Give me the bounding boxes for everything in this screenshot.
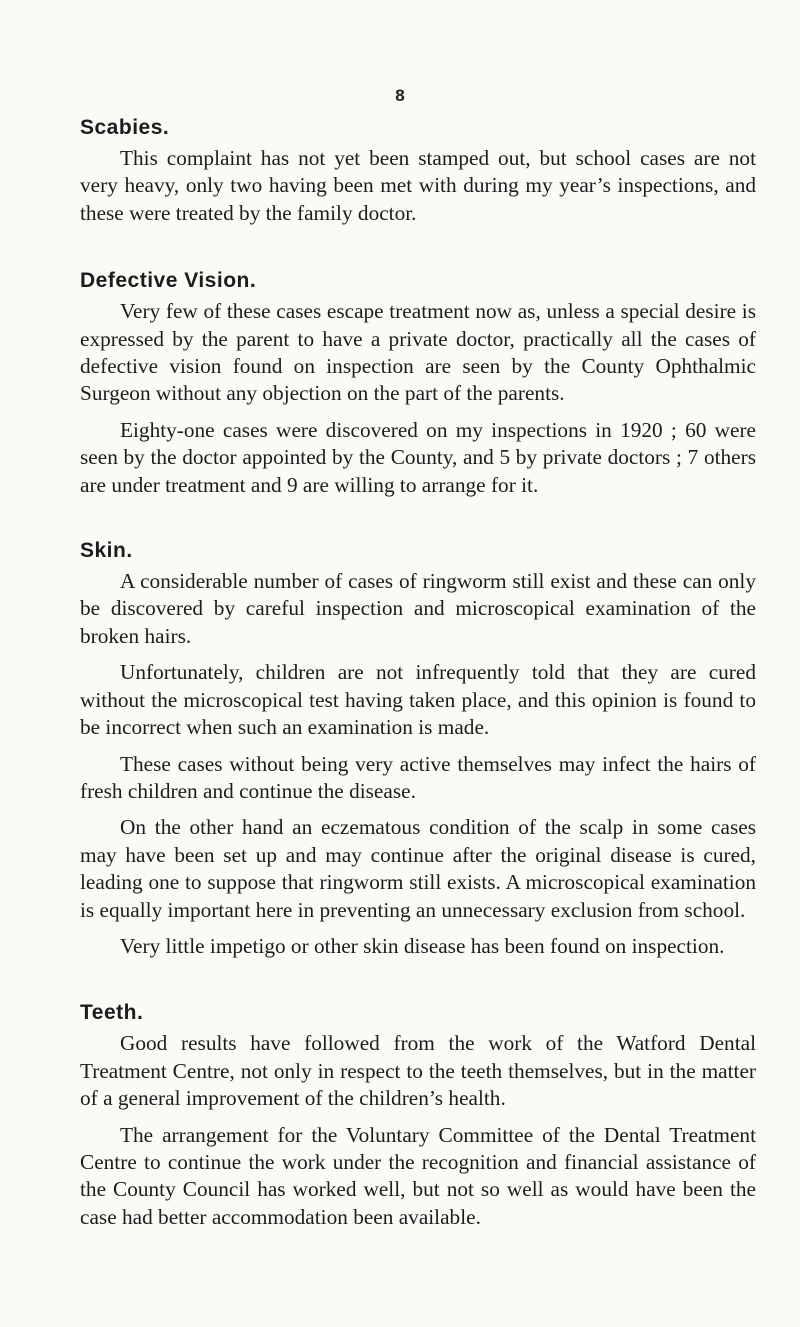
section-heading: Scabies. — [80, 116, 170, 139]
paragraph: Very little impetigo or other skin disease has been found on inspection. — [120, 933, 725, 958]
section-skin — [80, 537, 756, 960]
paragraph: Eighty-one cases were discovered on my inspections in 1920 ; 60 were seen by the doctor appointed by the County, and 5 by private doctors ; 7 others are under treatment and 9 are willing to arrange for it. — [80, 417, 756, 497]
paragraph: This complaint has not yet been stamped out, but school cases are not very heavy, only two having been met with during my year’s inspections, and these were treated by the family doctor. — [80, 146, 756, 225]
document-body — [80, 114, 756, 1240]
paragraph: Good results have followed from the work of the Watford Dental Treatment Centre, not only in respect to the teeth themselves, but in the matter of a general improvement of the children’s health. — [80, 1031, 756, 1111]
page-number: 8 — [395, 86, 405, 105]
paragraph: Unfortunately, children are not infrequently told that they are cured without the microscopical test having taken place, and this opinion is found to be incorrect when such an examination is made. — [80, 660, 756, 740]
section-scabies — [80, 114, 756, 227]
section-heading: Defective Vision. — [80, 269, 257, 293]
section-heading: Teeth. — [80, 1001, 144, 1025]
paragraph: On the other hand an eczematous condition of the scalp in some cases may have been set up and may continue after the original disease is cured, leading one to suppose that ringworm still exists. A microscopical examination is equally important here in preventing an unnecessary exclusion from school. — [80, 815, 756, 922]
paragraph: The arrangement for the Voluntary Committee of the Dental Treatment Centre to continue the work under the recognition and financial assistance of the County Council has worked well, but not so well as would have been the case had better accommodation been available. — [80, 1122, 756, 1229]
section-heading: Skin. — [80, 539, 133, 563]
paragraph: A considerable number of cases of ringworm still exist and these can only be discovered by careful inspection and microscopical examination of the broken hairs. — [80, 569, 756, 648]
section-defective-vision — [80, 267, 756, 499]
paragraph: These cases without being very active themselves may infect the hairs of fresh children and continue the disease. — [80, 751, 756, 803]
paragraph: Very few of these cases escape treatment now as, unless a special desire is expressed by the parent to have a private doctor, practically all the cases of defective vision found on inspection are seen by the County Ophthalmic Surgeon without any objection on the part of the parents. — [80, 299, 756, 406]
section-teeth — [80, 999, 756, 1231]
